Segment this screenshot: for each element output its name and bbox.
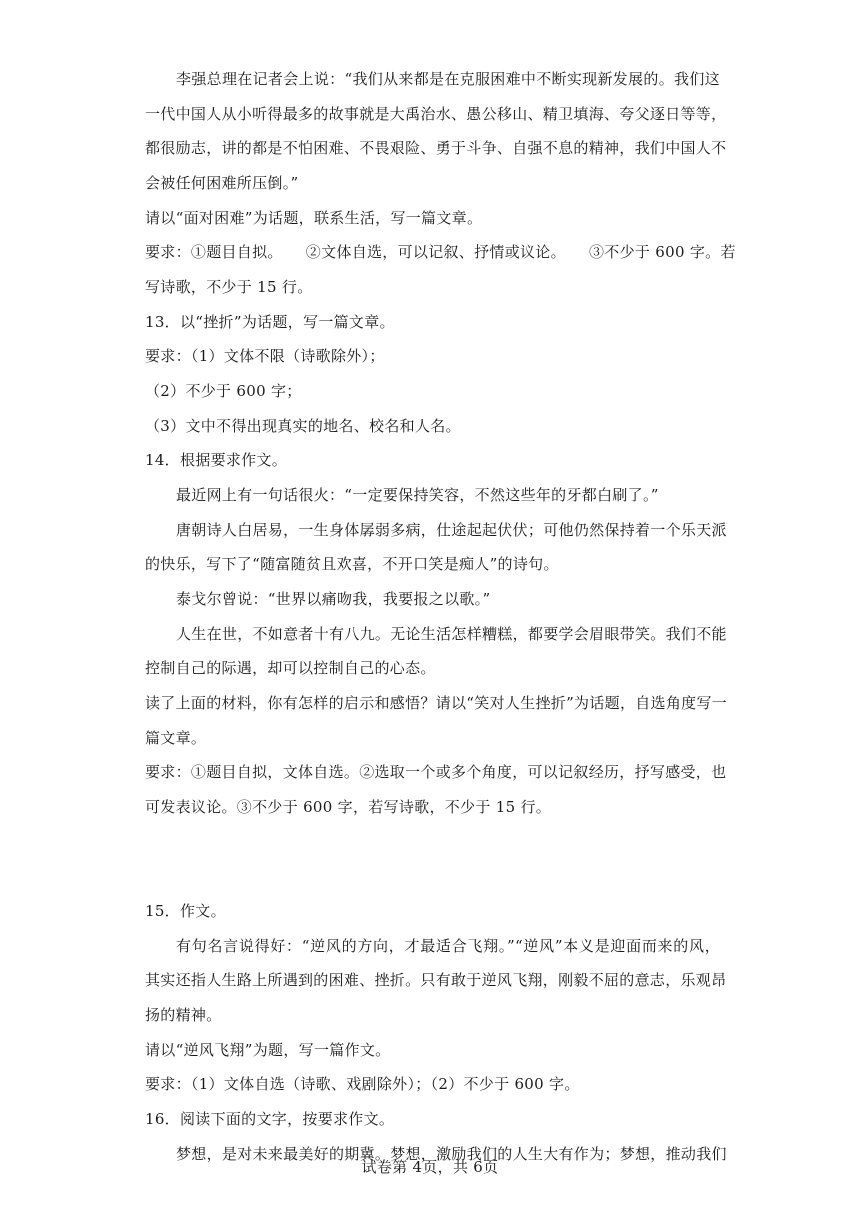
text-line-14: 唐朝诗人白居易，一生身体孱弱多病，仕途起起伏伏；可他仍然保持着一个乐天派 [176, 521, 727, 539]
text-line-15: 的快乐，写下了“随富随贫且欢喜，不开口笑是痴人”的诗句。 [145, 555, 559, 573]
text-line-20: 篇文章。 [145, 729, 207, 747]
text-line-27: 请以“逆风飞翔”为题，写一篇作文。 [145, 1041, 391, 1059]
text-line-21: 要求：①题目自拟，文体自选。②选取一个或多个角度，可以记叙经历，抒写感受，也 [145, 763, 727, 781]
text-line-3: 都很励志，讲的都是不怕困难、不畏艰险、勇于斗争、自强不息的精神，我们中国人不 [145, 139, 727, 157]
text-line-1: 李强总理在记者会上说：“我们从来都是在克服困难中不断实现新发展的。我们这 [176, 70, 720, 88]
text-line-30: 梦想，是对未来最美好的期冀。梦想，激励我们的人生大有作为；梦想，推动我们 [176, 1145, 727, 1163]
question-14-heading: 14．根据要求作文。 [145, 451, 288, 469]
text-line-18: 控制自己的际遇，却可以控制自己的心态。 [145, 659, 436, 677]
page-footer: 试卷第 4页，共 6页 [361, 1158, 499, 1176]
text-line-9: 要求：（1）文体不限（诗歌除外）； [145, 347, 385, 365]
text-line-10: （2）不少于 600 字； [145, 382, 302, 400]
text-line-5: 请以“面对困难”为话题，联系生活，写一篇文章。 [145, 209, 483, 227]
question-15-heading: 15．作文。 [145, 902, 226, 920]
text-line-4: 会被任何困难所压倒。” [145, 174, 299, 192]
text-line-17: 人生在世，不如意者十有八九。无论生活怎样糟糕，都要学会眉眼带笑。我们不能 [176, 625, 727, 643]
text-line-11: （3）文中不得出现真实的地名、校名和人名。 [145, 417, 461, 435]
text-line-6: 要求：①题目自拟。 ②文体自选，可以记叙、抒情或议论。 ③不少于 600 字。若 [145, 243, 736, 261]
text-line-7: 写诗歌，不少于 15 行。 [145, 278, 313, 296]
question-13-heading: 13．以“挫折”为话题，写一篇文章。 [145, 313, 395, 331]
text-line-16: 泰戈尔曾说：“世界以痛吻我，我要报之以歌。” [176, 590, 491, 608]
text-line-24: 有句名言说得好：“逆风的方向，才最适合飞翔。”“逆风”本义是迎面而来的风， [176, 937, 720, 955]
text-line-2: 一代中国人从小听得最多的故事就是大禹治水、愚公移山、精卫填海、夸父逐日等等， [145, 105, 727, 123]
text-line-26: 扬的精神。 [145, 1006, 222, 1024]
text-line-13: 最近网上有一句话很火：“一定要保持笑容，不然这些年的牙都白刷了。” [176, 486, 659, 504]
text-line-19: 读了上面的材料，你有怎样的启示和感悟？请以“笑对人生挫折”为话题，自选角度写一 [145, 694, 728, 712]
text-line-28: 要求：（1）文体自选（诗歌、戏剧除外）；（2）不少于 600 字。 [145, 1075, 580, 1093]
text-line-25: 其实还指人生路上所遇到的困难、挫折。只有敢于逆风飞翔，刚毅不屈的意志，乐观昂 [145, 971, 727, 989]
question-16-heading: 16．阅读下面的文字，按要求作文。 [145, 1110, 395, 1128]
text-line-22: 可发表议论。③不少于 600 字，若写诗歌，不少于 15 行。 [145, 798, 552, 816]
